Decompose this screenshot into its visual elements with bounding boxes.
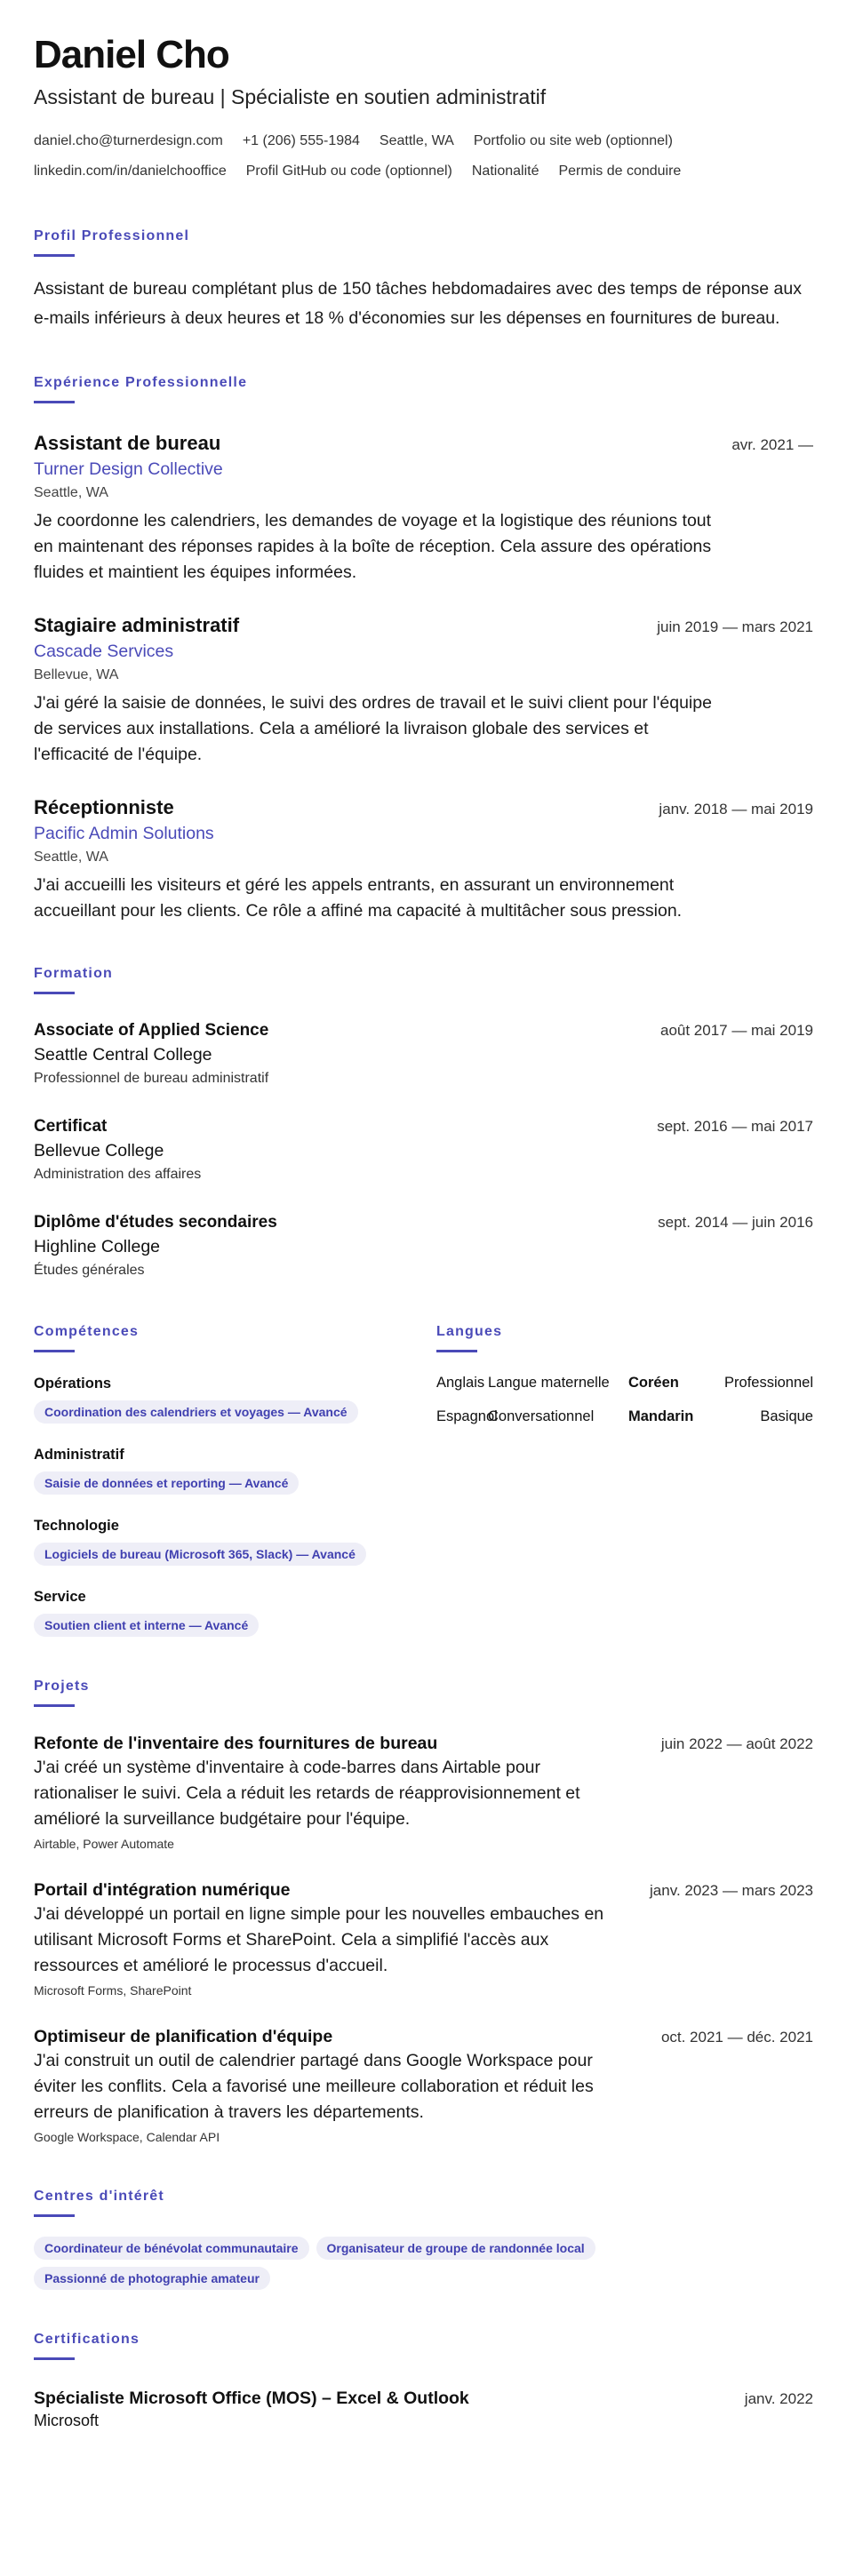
job-title: Assistant de bureau (34, 432, 221, 454)
section-title: Expérience Professionnelle (34, 375, 248, 390)
project-tech: Airtable, Power Automate (34, 1837, 174, 1851)
education-date: sept. 2016 — mai 2017 (657, 1118, 813, 1135)
company-name: Turner Design Collective (34, 459, 223, 479)
certification-issuer: Microsoft (34, 2412, 100, 2429)
language-list (436, 1372, 813, 1427)
section-title: Projets (34, 1679, 90, 1694)
portfolio-link[interactable]: Portfolio ou site web (optionnel) (473, 133, 673, 148)
language-name: Anglais (436, 1375, 485, 1391)
project-description: J'ai développé un portail en ligne simple pour les nouvelles embauches en utilisant Microsoft Forms et SharePoint. Cela a simplifié l'accès aux ressources et amélioré le processus d'accueil. (34, 1904, 604, 1975)
school: Bellevue College (34, 1141, 164, 1160)
degree: Diplôme d'études secondaires (34, 1213, 277, 1232)
project-title: Refonte de l'inventaire des fournitures de bureau (34, 1734, 438, 1753)
skills-languages-row (34, 1323, 813, 1637)
project-tech: Microsoft Forms, SharePoint (34, 1983, 192, 1998)
language-level: Langue maternelle (488, 1375, 610, 1391)
skill-chip: Coordination des calendriers et voyages — Avancé (34, 1400, 358, 1424)
job-entry (34, 794, 813, 924)
company-name: Pacific Admin Solutions (34, 824, 214, 843)
email[interactable]: daniel.cho@turnerdesign.com (34, 133, 223, 148)
skill-category: Administratif (34, 1447, 124, 1463)
language-level: Basique (760, 1408, 813, 1424)
skill-chip: Soutien client et interne — Avancé (34, 1614, 259, 1637)
job-location: Bellevue, WA (34, 667, 119, 682)
interest-chip: Organisateur de groupe de randonnée local (316, 2237, 595, 2260)
degree: Associate of Applied Science (34, 1021, 269, 1040)
field-of-study: Professionnel de bureau administratif (34, 1071, 269, 1086)
languages-section (436, 1323, 813, 1637)
project-entry (34, 1732, 813, 1854)
education-entry (34, 1211, 813, 1282)
degree: Certificat (34, 1117, 108, 1136)
section-divider (34, 1704, 75, 1707)
certifications-section (34, 2331, 813, 2431)
section-title: Formation (34, 966, 114, 981)
skill-group (34, 1516, 436, 1566)
skill-group (34, 1374, 436, 1424)
interest-chip: Passionné de photographie amateur (34, 2267, 270, 2290)
job-location: Seattle, WA (34, 485, 108, 500)
job-location: Seattle, WA (34, 849, 108, 865)
section-divider (34, 2214, 75, 2217)
section-title: Certifications (34, 2332, 140, 2347)
field-of-study: Administration des affaires (34, 1167, 202, 1182)
experience-section (34, 374, 813, 924)
interest-list (34, 2229, 813, 2290)
certification-entry (34, 2387, 813, 2431)
section-title: Profil Professionnel (34, 228, 190, 243)
project-tech: Google Workspace, Calendar API (34, 2130, 220, 2144)
phone[interactable]: +1 (206) 555-1984 (242, 133, 360, 148)
project-entry (34, 2025, 813, 2147)
job-entry (34, 430, 813, 586)
job-title: Réceptionniste (34, 796, 174, 818)
company-name: Cascade Services (34, 642, 174, 661)
location: Seattle, WA (379, 133, 454, 148)
github-link[interactable]: Profil GitHub ou code (optionnel) (245, 163, 452, 179)
language-name: Espagnol (436, 1408, 498, 1424)
section-divider (34, 1350, 75, 1352)
skill-group (34, 1445, 436, 1495)
project-title: Optimiseur de planification d'équipe (34, 2027, 333, 2046)
certification-date: janv. 2022 (744, 2390, 813, 2407)
job-description: J'ai accueilli les visiteurs et géré les appels entrants, en assurant un environnement accueillant pour les clients. Ce rôle a affiné ma capacité à multitâcher sous pression. (34, 875, 683, 921)
project-title: Portail d'intégration numérique (34, 1880, 291, 1900)
school: Highline College (34, 1237, 161, 1256)
job-date: avr. 2021 — (731, 436, 813, 453)
skill-group (34, 1587, 436, 1637)
section-title: Centres d'intérêt (34, 2189, 164, 2204)
section-divider (34, 992, 75, 994)
project-date: juin 2022 — août 2022 (660, 1735, 813, 1752)
skill-category: Service (34, 1589, 86, 1605)
section-divider (34, 2357, 75, 2360)
job-date: janv. 2018 — mai 2019 (659, 801, 813, 817)
language-name: Coréen (628, 1375, 679, 1391)
job-entry (34, 612, 813, 768)
skill-category: Opérations (34, 1376, 112, 1392)
project-description: J'ai construit un outil de calendrier partagé dans Google Workspace pour éviter les conflits. Cela a favorisé une meilleure collaboration et réduit les erreurs de planification à travers les départements. (34, 2051, 594, 2122)
job-title: Stagiaire administratif (34, 614, 240, 636)
candidate-name: Daniel Cho (34, 33, 229, 76)
nationality: Nationalité (471, 163, 539, 179)
headline: Assistant de bureau | Spécialiste en soutien administratif (34, 85, 547, 108)
interests-section (34, 2188, 813, 2290)
skill-chip: Saisie de données et reporting — Avancé (34, 1471, 299, 1495)
linkedin-link[interactable]: linkedin.com/in/danielchooffice (34, 163, 227, 179)
education-entry (34, 1115, 813, 1186)
certification-name: Spécialiste Microsoft Office (MOS) – Excel & Outlook (34, 2389, 469, 2408)
projects-section (34, 1678, 813, 2147)
language-name: Mandarin (628, 1408, 694, 1424)
profile-summary: Assistant de bureau complétant plus de 150 tâches hebdomadaires avec des temps de réponse aux e-mails inférieurs à deux heures et 18 % d'économies sur les dépenses en fournitures de bureau. (34, 279, 802, 328)
language-level: Conversationnel (488, 1408, 595, 1424)
skill-chip: Logiciels de bureau (Microsoft 365, Slack) — Avancé (34, 1543, 366, 1566)
project-description: J'ai créé un système d'inventaire à code-barres dans Airtable pour rationaliser le suivi. Cela a réduit les retards de réapprovisionnement et amélioré la surveillance budgétaire pour l'équipe. (34, 1758, 580, 1829)
education-date: sept. 2014 — juin 2016 (658, 1214, 813, 1231)
education-section (34, 965, 813, 1282)
skill-category: Technologie (34, 1518, 119, 1534)
section-title: Langues (436, 1324, 503, 1339)
section-divider (34, 401, 75, 403)
education-date: août 2017 — mai 2019 (659, 1022, 813, 1039)
skills-section (34, 1323, 436, 1637)
project-date: oct. 2021 — déc. 2021 (660, 2029, 813, 2046)
school: Seattle Central College (34, 1045, 212, 1065)
section-divider (436, 1350, 477, 1352)
profile-section (34, 227, 813, 333)
drivers-license: Permis de conduire (558, 163, 682, 179)
project-date: janv. 2023 — mars 2023 (650, 1882, 813, 1899)
contact-list (34, 126, 813, 187)
project-entry (34, 1878, 813, 2000)
job-date: juin 2019 — mars 2021 (657, 618, 813, 635)
language-level: Professionnel (724, 1375, 813, 1391)
field-of-study: Études générales (34, 1263, 145, 1278)
job-description: J'ai géré la saisie de données, le suivi des ordres de travail et le suivi client pour l'équipe de services aux installations. Cela a amélioré la livraison globale des services et l'efficacité de l'équipe. (34, 693, 712, 764)
section-divider (34, 254, 75, 257)
education-entry (34, 1019, 813, 1090)
interest-chip: Coordinateur de bénévolat communautaire (34, 2237, 309, 2260)
section-title: Compétences (34, 1324, 140, 1339)
job-description: Je coordonne les calendriers, les demandes de voyage et la logistique des réunions tout en maintenant des réponses rapides à la boîte de réception. Cela assure des opérations fluides et maintient les équipes informées. (34, 511, 712, 582)
